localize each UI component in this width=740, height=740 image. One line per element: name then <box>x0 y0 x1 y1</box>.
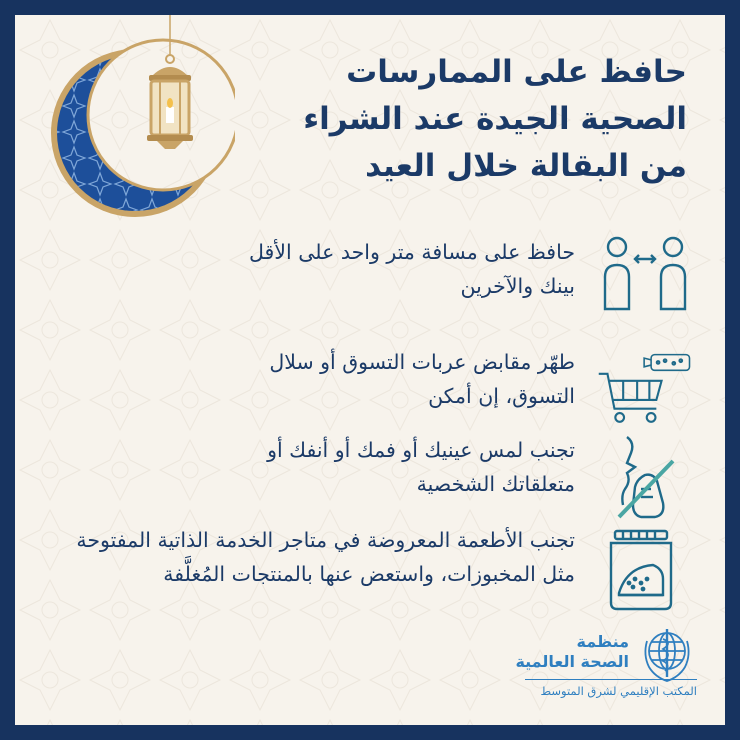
social-distance-icon <box>597 235 693 331</box>
who-logo <box>515 625 705 705</box>
lantern-icon <box>147 15 193 149</box>
tip-line: تجنب لمس عينيك أو فمك أو أنفك أو <box>267 438 575 462</box>
tip-text <box>30 345 575 413</box>
infographic-panel <box>15 15 725 725</box>
tip-text <box>30 235 575 303</box>
who-logo-line-2: الصحة العالمية <box>515 652 629 671</box>
tip-item-face <box>33 433 693 533</box>
tip-line: تجنب الأطعمة المعروضة في متاجر الخدمة الذاتية المفتوحة <box>76 528 575 552</box>
page-title <box>267 49 687 190</box>
tip-line: طهّر مقابض عربات التسوق أو سلال <box>269 350 575 374</box>
title-line-3: من البقالة خلال العيد <box>365 148 687 184</box>
tip-line: متعلقاتك الشخصية <box>416 472 575 496</box>
tip-line: مثل المخبوزات، واستعض عنها بالمنتجات المُغلَّفة <box>163 562 575 586</box>
no-face-touch-icon <box>597 433 693 529</box>
tip-line: بينك والآخرين <box>460 274 575 298</box>
crescent-moon-icon <box>51 49 219 217</box>
who-emblem-icon <box>641 625 693 683</box>
title-line-2: الصحية الجيدة عند الشراء <box>303 101 687 137</box>
tip-text <box>30 433 575 501</box>
packaged-food-icon <box>597 523 693 619</box>
tip-item-distance <box>33 235 693 335</box>
crescent-lantern-decoration <box>35 15 235 245</box>
tip-line: التسوق، إن أمكن <box>428 384 575 408</box>
tip-item-food <box>33 523 693 623</box>
title-line-1: حافظ على الممارسات <box>346 54 687 90</box>
who-logo-line-3: المكتب الإقليمي لشرق المتوسط <box>540 684 697 698</box>
logo-divider <box>525 679 697 680</box>
who-logo-line-1: منظمة <box>576 632 629 651</box>
tip-text <box>30 523 575 591</box>
tip-item-cart <box>33 345 693 445</box>
shopping-cart-sanitize-icon <box>597 345 693 441</box>
tip-line: حافظ على مسافة متر واحد على الأقل <box>248 240 575 264</box>
